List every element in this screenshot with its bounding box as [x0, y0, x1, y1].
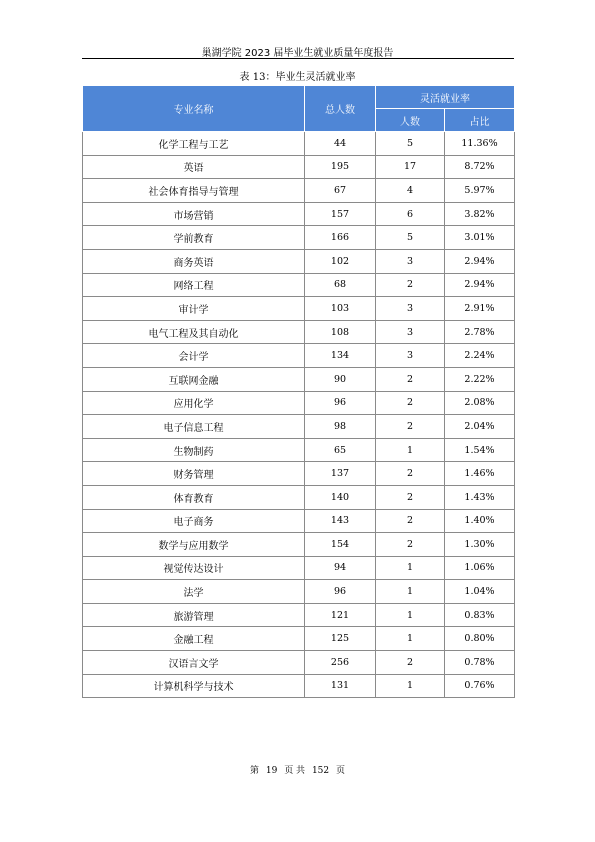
running-header: 巢湖学院 2023 届毕业生就业质量年度报告: [201, 48, 394, 59]
cell-ratio: 2.94%: [445, 273, 515, 297]
cell-ratio: 3.82%: [445, 202, 515, 226]
cell-total: 68: [305, 273, 376, 297]
cell-count: 3: [376, 249, 445, 273]
table-row: [83, 415, 515, 439]
header-count: 人数: [376, 109, 445, 132]
cell-count: 3: [376, 297, 445, 321]
cell-total: 121: [305, 603, 376, 627]
table-row: [83, 297, 515, 321]
cell-major: 体育教育: [83, 485, 305, 509]
cell-count: 3: [376, 320, 445, 344]
cell-total: 102: [305, 249, 376, 273]
cell-count: 1: [376, 438, 445, 462]
cell-major: 化学工程与工艺: [83, 132, 305, 156]
cell-ratio: 11.36%: [445, 132, 515, 156]
cell-count: 2: [376, 462, 445, 486]
table-row: [83, 485, 515, 509]
cell-major: 学前教育: [83, 226, 305, 250]
cell-count: 1: [376, 556, 445, 580]
cell-count: 2: [376, 651, 445, 675]
flexible-employment-table: [82, 85, 515, 698]
cell-major: 商务英语: [83, 249, 305, 273]
cell-ratio: 3.01%: [445, 226, 515, 250]
cell-ratio: 0.76%: [445, 674, 515, 698]
cell-ratio: 1.54%: [445, 438, 515, 462]
cell-count: 2: [376, 367, 445, 391]
cell-ratio: 2.24%: [445, 344, 515, 368]
cell-major: 法学: [83, 580, 305, 604]
table-row: [83, 249, 515, 273]
cell-major: 英语: [83, 155, 305, 179]
cell-total: 94: [305, 556, 376, 580]
table-row: [83, 603, 515, 627]
table-caption: 表 13：毕业生灵活就业率: [239, 72, 356, 83]
cell-ratio: 2.08%: [445, 391, 515, 415]
cell-total: 90: [305, 367, 376, 391]
table-row: [83, 391, 515, 415]
footer-total-pages: 152: [311, 766, 330, 776]
cell-count: 1: [376, 580, 445, 604]
cell-ratio: 1.43%: [445, 485, 515, 509]
table-row: [83, 132, 515, 156]
header-flexible-rate: 灵活就业率: [376, 86, 515, 109]
footer-suffix: 页: [336, 766, 346, 776]
footer-prefix: 第: [249, 766, 259, 776]
cell-ratio: 5.97%: [445, 179, 515, 203]
table-row: [83, 651, 515, 675]
header-major: 专业名称: [83, 86, 305, 132]
cell-major: 应用化学: [83, 391, 305, 415]
cell-major: 社会体育指导与管理: [83, 179, 305, 203]
cell-total: 67: [305, 179, 376, 203]
cell-major: 金融工程: [83, 627, 305, 651]
cell-total: 125: [305, 627, 376, 651]
cell-ratio: 1.30%: [445, 533, 515, 557]
cell-major: 电气工程及其自动化: [83, 320, 305, 344]
cell-major: 审计学: [83, 297, 305, 321]
table-row: [83, 155, 515, 179]
cell-ratio: 2.04%: [445, 415, 515, 439]
cell-count: 2: [376, 415, 445, 439]
cell-major: 计算机科学与技术: [83, 674, 305, 698]
table-row: [83, 627, 515, 651]
table-row: [83, 273, 515, 297]
cell-count: 1: [376, 627, 445, 651]
cell-total: 143: [305, 509, 376, 533]
cell-major: 互联网金融: [83, 367, 305, 391]
cell-total: 96: [305, 580, 376, 604]
cell-total: 108: [305, 320, 376, 344]
cell-total: 137: [305, 462, 376, 486]
cell-total: 98: [305, 415, 376, 439]
cell-major: 会计学: [83, 344, 305, 368]
cell-count: 17: [376, 155, 445, 179]
table-row: [83, 320, 515, 344]
table-row: [83, 344, 515, 368]
cell-count: 2: [376, 533, 445, 557]
cell-count: 1: [376, 603, 445, 627]
header-total: 总人数: [305, 86, 376, 132]
cell-count: 5: [376, 132, 445, 156]
header-divider: [82, 58, 514, 59]
cell-major: 网络工程: [83, 273, 305, 297]
table-row: [83, 580, 515, 604]
cell-count: 2: [376, 391, 445, 415]
cell-ratio: 1.06%: [445, 556, 515, 580]
cell-total: 157: [305, 202, 376, 226]
cell-major: 市场营销: [83, 202, 305, 226]
table-row: [83, 556, 515, 580]
cell-total: 166: [305, 226, 376, 250]
cell-total: 65: [305, 438, 376, 462]
cell-total: 103: [305, 297, 376, 321]
cell-ratio: 2.94%: [445, 249, 515, 273]
cell-ratio: 8.72%: [445, 155, 515, 179]
cell-count: 5: [376, 226, 445, 250]
cell-major: 生物制药: [83, 438, 305, 462]
cell-major: 财务管理: [83, 462, 305, 486]
cell-ratio: 0.78%: [445, 651, 515, 675]
header-ratio: 占比: [445, 109, 515, 132]
cell-count: 2: [376, 485, 445, 509]
table-body: [83, 132, 515, 698]
cell-major: 数学与应用数学: [83, 533, 305, 557]
table-row: [83, 226, 515, 250]
cell-total: 195: [305, 155, 376, 179]
table-row: [83, 367, 515, 391]
cell-ratio: 0.83%: [445, 603, 515, 627]
cell-total: 256: [305, 651, 376, 675]
cell-ratio: 0.80%: [445, 627, 515, 651]
cell-major: 视觉传达设计: [83, 556, 305, 580]
cell-count: 3: [376, 344, 445, 368]
footer-page-number: 19: [265, 766, 278, 776]
table-row: [83, 509, 515, 533]
cell-count: 6: [376, 202, 445, 226]
cell-ratio: 1.40%: [445, 509, 515, 533]
cell-major: 汉语言文学: [83, 651, 305, 675]
cell-major: 电子商务: [83, 509, 305, 533]
table-row: [83, 674, 515, 698]
cell-count: 2: [376, 273, 445, 297]
table-row: [83, 179, 515, 203]
cell-ratio: 2.91%: [445, 297, 515, 321]
cell-total: 134: [305, 344, 376, 368]
cell-count: 2: [376, 509, 445, 533]
cell-ratio: 1.04%: [445, 580, 515, 604]
cell-count: 4: [376, 179, 445, 203]
cell-major: 旅游管理: [83, 603, 305, 627]
table-row: [83, 462, 515, 486]
table-row: [83, 202, 515, 226]
cell-ratio: 2.78%: [445, 320, 515, 344]
cell-total: 154: [305, 533, 376, 557]
cell-ratio: 1.46%: [445, 462, 515, 486]
cell-total: 44: [305, 132, 376, 156]
cell-total: 140: [305, 485, 376, 509]
cell-major: 电子信息工程: [83, 415, 305, 439]
table-row: [83, 533, 515, 557]
footer-mid: 页 共: [284, 766, 306, 776]
page-footer: [0, 763, 595, 776]
cell-ratio: 2.22%: [445, 367, 515, 391]
table-row: [83, 438, 515, 462]
cell-total: 96: [305, 391, 376, 415]
cell-total: 131: [305, 674, 376, 698]
cell-count: 1: [376, 674, 445, 698]
